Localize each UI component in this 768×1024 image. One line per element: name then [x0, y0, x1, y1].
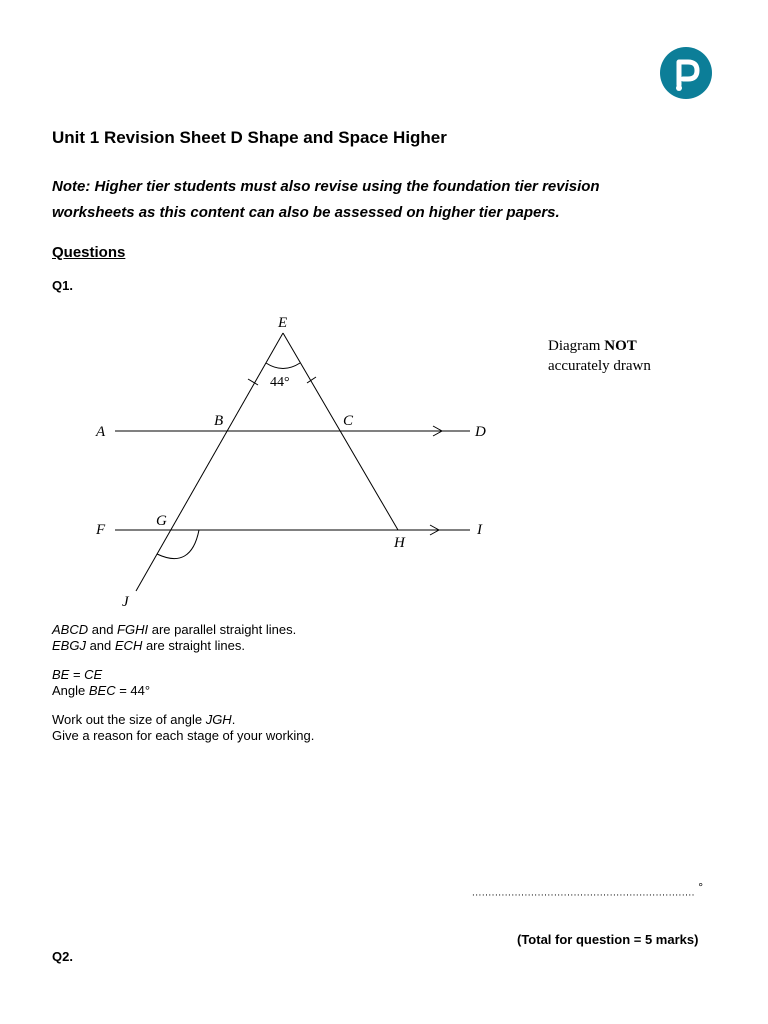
- answer-line[interactable]: .................................................................... °: [472, 880, 704, 899]
- angle-arc-e: [266, 363, 300, 369]
- label-i: I: [477, 522, 482, 538]
- question-1-label: Q1.: [52, 278, 73, 293]
- pearson-logo-icon: [660, 47, 712, 99]
- label-h: H: [394, 535, 405, 551]
- label-c: C: [343, 413, 354, 429]
- line-ebgj: [136, 333, 283, 591]
- label-f: F: [96, 522, 106, 538]
- statements-block-1: ABCD and FGHI are parallel straight lines. EBGJ and ECH are straight lines.: [52, 622, 297, 653]
- label-d: D: [475, 424, 486, 440]
- label-g: G: [156, 513, 167, 529]
- question-1-total-marks: (Total for question = 5 marks): [517, 932, 699, 947]
- statements-block-2: BE = CE Angle BEC = 44°: [52, 667, 151, 698]
- page-title: Unit 1 Revision Sheet D Shape and Space Higher: [52, 128, 447, 147]
- diagram-note: Diagram NOT accurately drawn: [548, 338, 651, 374]
- revision-note: Note: Higher tier students must also revise using the foundation tier revision worksheets as this content can also be assessed on higher tier papers.: [52, 178, 600, 221]
- label-angle: 44°: [270, 375, 290, 390]
- label-a: A: [96, 424, 106, 440]
- label-b: B: [214, 413, 224, 429]
- label-j: J: [122, 594, 129, 610]
- label-e: E: [278, 315, 288, 331]
- instruction-block: Work out the size of angle JGH. Give a reason for each stage of your working.: [52, 712, 315, 743]
- angle-arc-g: [157, 530, 199, 559]
- question-2-label: Q2.: [52, 949, 73, 964]
- geometry-diagram: [85, 308, 505, 613]
- degree-symbol: °: [698, 880, 704, 894]
- questions-heading: Questions: [52, 244, 126, 261]
